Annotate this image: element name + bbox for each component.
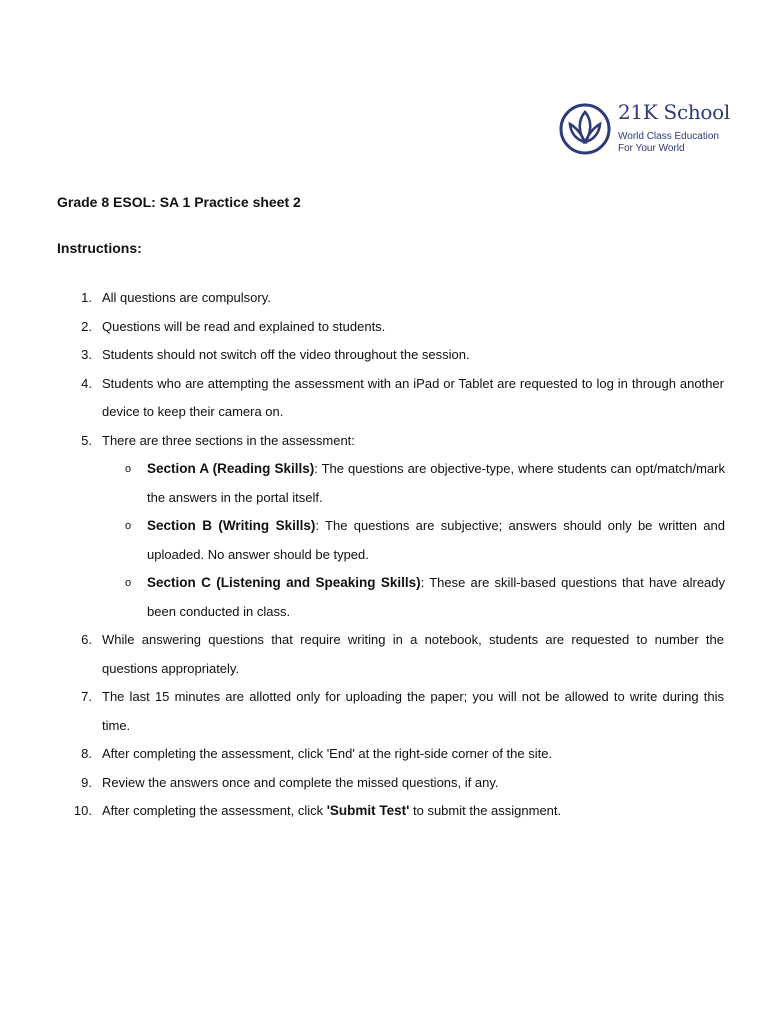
section-label: Section A (Reading Skills) bbox=[147, 461, 315, 476]
instructions-heading: Instructions: bbox=[57, 240, 142, 256]
item-text: After completing the assessment, click 'End' at the right-side corner of the site. bbox=[102, 746, 553, 761]
section-label: Section C (Listening and Speaking Skills) bbox=[147, 575, 421, 590]
list-item bbox=[0, 769, 724, 798]
item-number: 1. bbox=[81, 290, 92, 305]
section-item bbox=[0, 512, 725, 569]
list-item bbox=[0, 341, 724, 370]
item-text: All questions are compulsory. bbox=[102, 290, 271, 305]
section-label: Section B (Writing Skills) bbox=[147, 518, 316, 533]
item-number: 10. bbox=[73, 803, 92, 818]
logo-tagline-2: For Your World bbox=[618, 143, 685, 154]
school-logo bbox=[559, 98, 731, 160]
item-text: Review the answers once and complete the missed questions, if any. bbox=[102, 774, 499, 790]
item-text: Questions will be read and explained to students. bbox=[102, 318, 386, 334]
item-text: After completing the assessment, click bbox=[102, 803, 327, 818]
item-number: 2. bbox=[81, 318, 92, 334]
list-item bbox=[0, 683, 724, 740]
item-text: There are three sections in the assessment: bbox=[102, 432, 355, 448]
lotus-logo-icon bbox=[559, 100, 613, 156]
item-number: 3. bbox=[81, 347, 92, 362]
item-text: Students should not switch off the video throughout the session. bbox=[102, 347, 470, 362]
item-number: 8. bbox=[81, 746, 92, 761]
bullet-icon: o bbox=[125, 463, 132, 475]
submit-test-label: 'Submit Test' bbox=[326, 803, 410, 818]
bullet-icon: o bbox=[125, 520, 132, 532]
item-text: The last 15 minutes are allotted only for uploading the paper; you will not be allowed to write during this time. bbox=[102, 689, 724, 733]
bullet-icon: o bbox=[125, 577, 132, 589]
section-item bbox=[0, 455, 725, 512]
list-item bbox=[0, 740, 724, 769]
logo-name: 21K School bbox=[618, 100, 731, 124]
section-text: : The questions are subjective; answers should only be written and uploaded. No answer should be typed. bbox=[147, 518, 725, 562]
list-item bbox=[0, 626, 724, 683]
item-number: 9. bbox=[81, 774, 92, 790]
item-text: While answering questions that require writing in a notebook, students are requested to number the questions appropriately. bbox=[102, 632, 724, 676]
document-title: Grade 8 ESOL: SA 1 Practice sheet 2 bbox=[57, 194, 301, 210]
list-item bbox=[0, 313, 724, 342]
section-text: : These are skill-based questions that have already been conducted in class. bbox=[147, 575, 726, 619]
item-number: 4. bbox=[81, 375, 92, 391]
logo-tagline-1: World Class Education bbox=[618, 131, 719, 142]
item-number: 5. bbox=[81, 432, 92, 448]
list-item bbox=[0, 284, 724, 313]
section-text: : The questions are objective-type, where students can opt/match/mark the answers in the portal itself. bbox=[147, 461, 726, 505]
item-number: 7. bbox=[81, 689, 92, 704]
item-text-end: to submit the assignment. bbox=[409, 803, 562, 818]
list-item bbox=[0, 797, 724, 826]
section-item bbox=[0, 569, 725, 626]
item-number: 6. bbox=[81, 632, 92, 647]
list-item bbox=[0, 370, 724, 427]
item-text: Students who are attempting the assessment with an iPad or Tablet are requested to log in through another device to keep their camera on. bbox=[102, 375, 724, 419]
instructions-list bbox=[0, 284, 768, 826]
list-item bbox=[0, 427, 724, 456]
